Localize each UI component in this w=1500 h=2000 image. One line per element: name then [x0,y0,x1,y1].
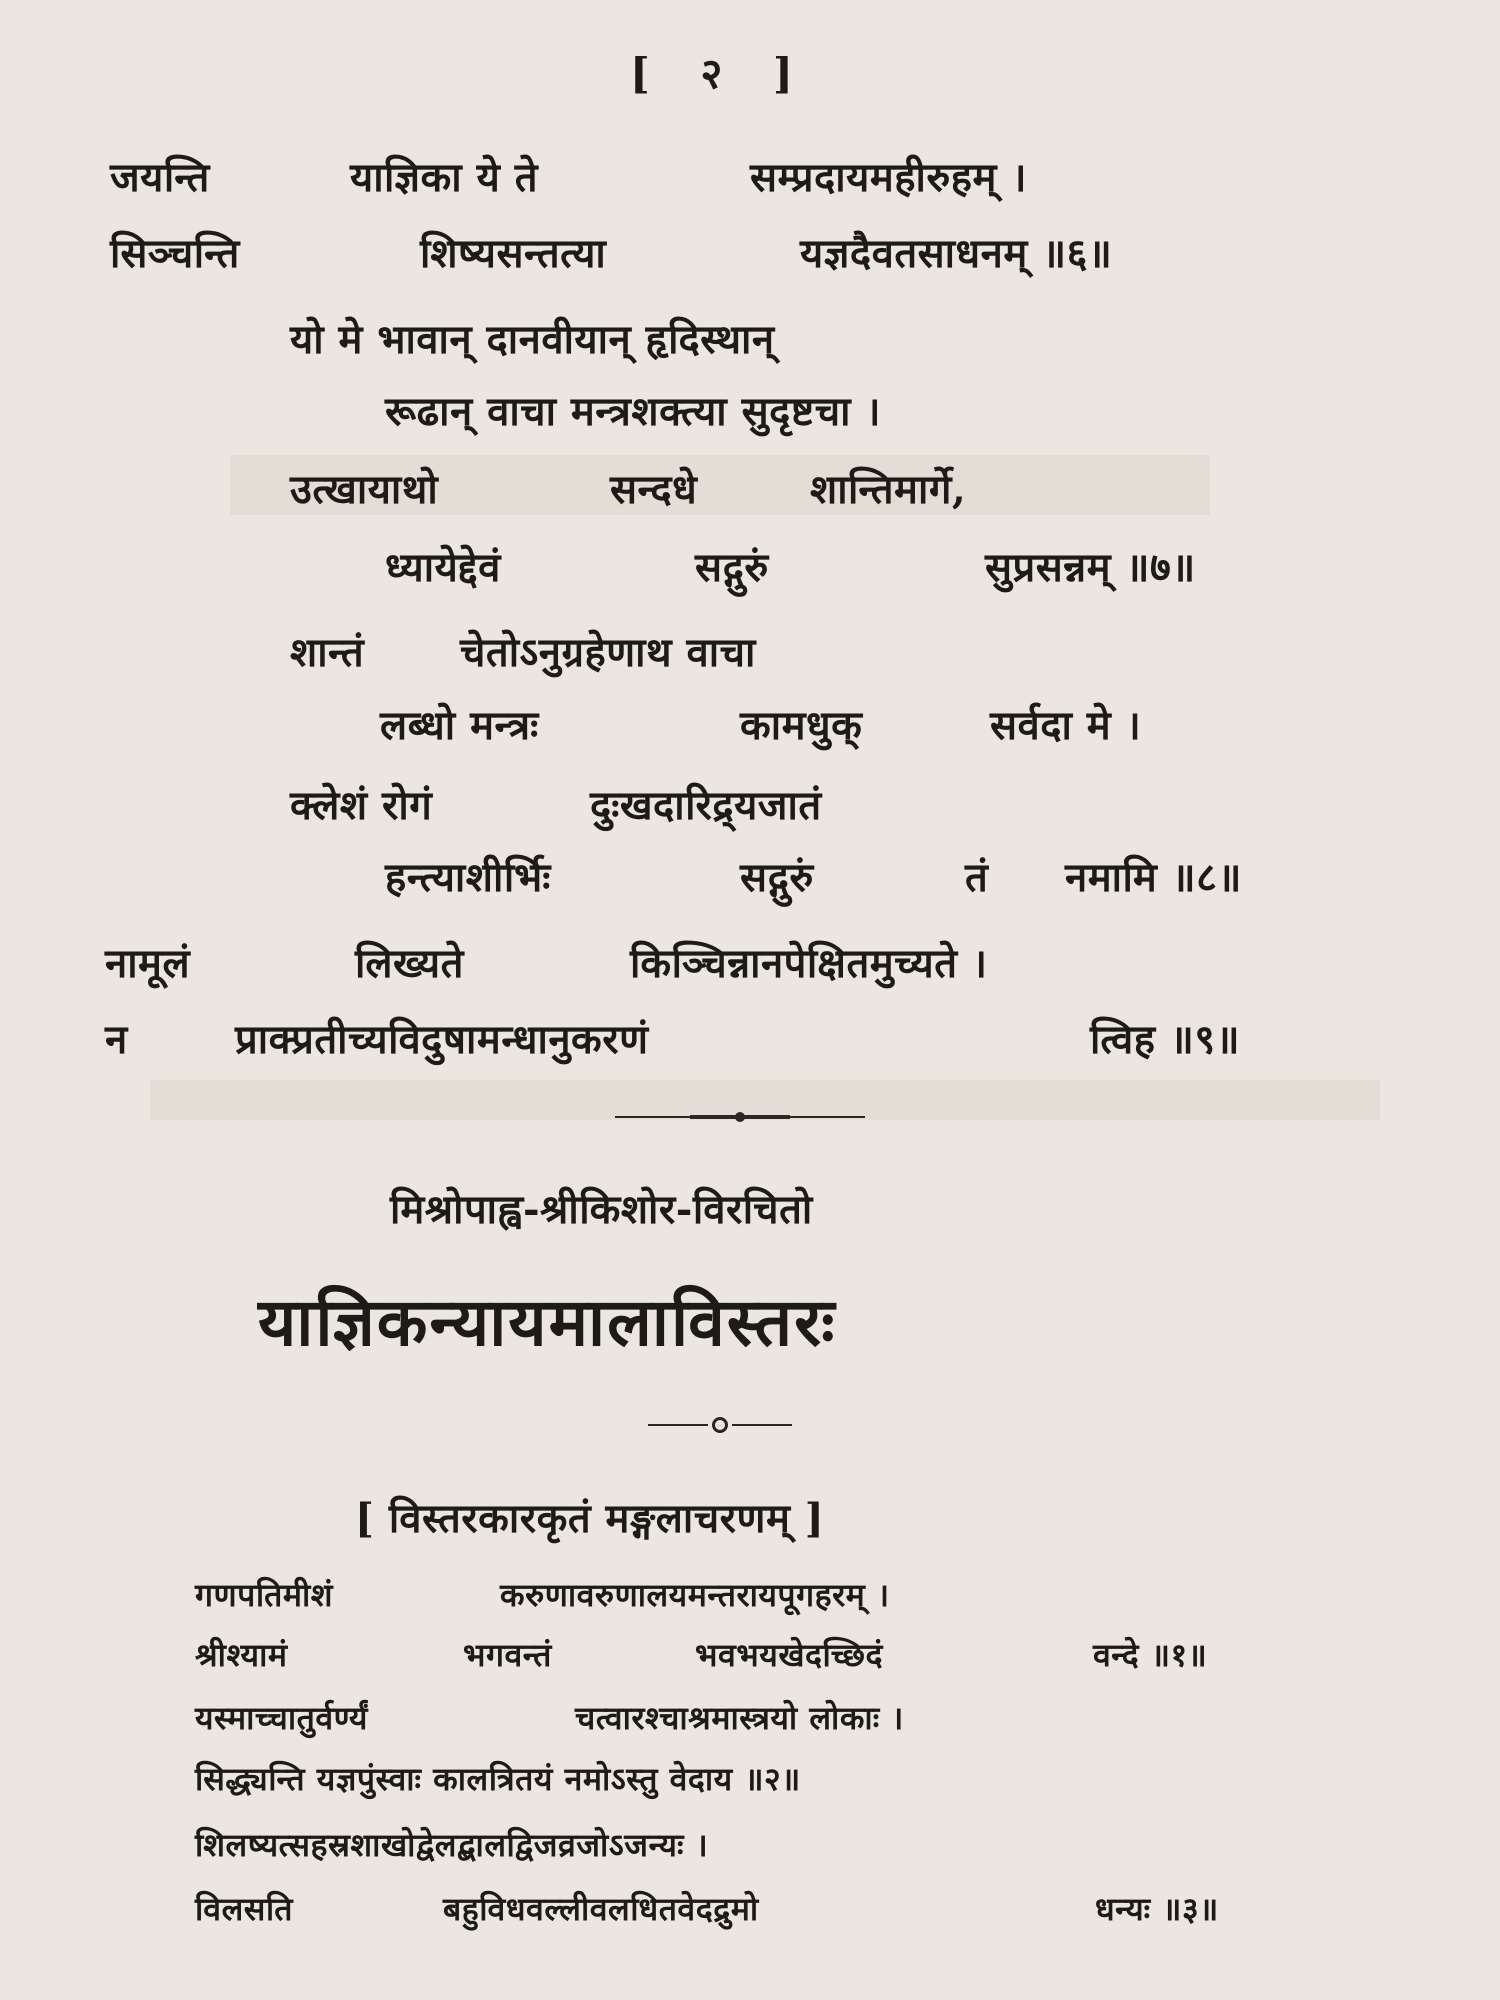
page-number: [ २ ] [630,49,811,98]
verse-segment: दुःखदारिद्र्यजातं [590,782,822,829]
verse-segment: हन्त्याशीर्भिः [385,854,551,901]
verse-segment: सम्प्रदायमहीरुहम् । [750,154,1028,201]
verse-segment: वन्दे ॥१॥ [1093,1636,1208,1674]
verse-segment: सुप्रसन्नम् ॥७॥ [985,544,1196,591]
verse-line [385,540,1196,596]
verse-line [195,1695,904,1741]
verse-segment: नामूलं [105,940,191,987]
verse-line [290,312,775,368]
verse-segment: कामधुक् [740,702,863,749]
verse-segment: ध्यायेद्देवं [385,544,501,591]
verse-line [195,1886,1219,1932]
verse-segment: भगवन्तं [463,1636,552,1674]
verse-segment: शान्तिमार्गे, [810,466,967,513]
verse-segment: चत्वारश्चाश्रमास्त्रयो लोकाः । [575,1699,904,1737]
bleed-through [150,1080,1380,1120]
verse-segment: सिञ्चन्ति [110,230,240,277]
verse-segment: शान्तं [290,629,365,676]
verse-segment: रूढान् वाचा मन्त्रशक्त्या सुदृष्टचा । [385,388,882,435]
verse-segment: नमामि ॥८॥ [1065,854,1242,901]
verse-segment: उत्खायाथो [290,466,439,513]
verse-line [290,462,966,518]
verse-segment: गणपतिमीशं [195,1576,334,1614]
section-heading: [ विस्तरकारकृतं मङ्गलाचरणम् ] [355,1495,825,1542]
verse-segment: तं [965,854,989,901]
verse-segment: शिलष्यत्सहस्रशाखोद्वेलद्बालद्विजव्रजोऽजन्यः । [195,1826,709,1864]
verse-segment: प्राक्प्रतीच्यविदुषामन्धानुकरणं [235,1016,649,1063]
verse-segment: सिद्ध्यन्ति यज्ञपुंस्वाः कालत्रितयं नमोऽस्तु वेदाय ॥२॥ [195,1760,801,1798]
verse-line [195,1632,1207,1678]
verse-segment: लिख्यते [355,940,464,987]
verse-segment: विलसति [195,1890,293,1928]
verse-line [195,1756,801,1802]
verse-line [385,384,881,440]
verse-segment: शिष्यसन्तत्या [420,230,607,277]
verse-segment: याज्ञिका ये ते [350,154,538,201]
verse-line [380,698,1141,754]
verse-segment: सर्वदा मे । [990,702,1142,749]
verse-segment: सन्दधे [610,466,698,513]
verse-segment: किञ्चिन्नानपेक्षितमुच्यते । [630,940,988,987]
verse-line [385,850,1242,906]
verse-segment: क्लेशं रोगं [290,782,433,829]
verse-segment: यज्ञदैवतसाधनम् ॥६॥ [800,230,1113,277]
verse-segment: करुणावरुणालयमन्तरायपूगहरम् । [500,1576,890,1614]
verse-line [105,936,988,992]
verse-line [195,1572,890,1618]
work-title: याज्ञिकन्यायमालाविस्तरः [258,1283,837,1361]
verse-segment: श्रीश्यामं [195,1636,288,1674]
verse-segment: सद्गुरुं [695,544,769,591]
verse-segment: यस्माच्चातुर्वर्ण्यं [195,1699,368,1737]
verse-line [290,625,756,681]
verse-segment: सद्गुरुं [740,854,814,901]
verse-segment: भवभयखेदच्छिदं [695,1636,884,1674]
verse-line [195,1822,708,1868]
verse-segment: जयन्ति [110,154,210,201]
verse-segment: लब्धो मन्त्रः [380,702,539,749]
verse-segment: यो मे भावान् दानवीयान् हृदिस्थान् [290,316,775,363]
verse-line [110,226,1112,282]
verse-line [290,778,822,834]
verse-line [110,150,1027,206]
verse-segment: बहुविधवल्लीवलधितवेदद्रुमो [443,1890,759,1928]
verse-segment: धन्यः ॥३॥ [1095,1890,1219,1928]
verse-line [105,1012,1240,1068]
verse-segment: न [105,1016,128,1063]
verse-segment: त्विह ॥९॥ [1090,1016,1241,1063]
verse-segment: चेतोऽनुग्रहेणाथ वाचा [460,629,756,676]
author-line: मिश्रोपाह्व-श्रीकिशोर-विरचितो [390,1186,813,1233]
